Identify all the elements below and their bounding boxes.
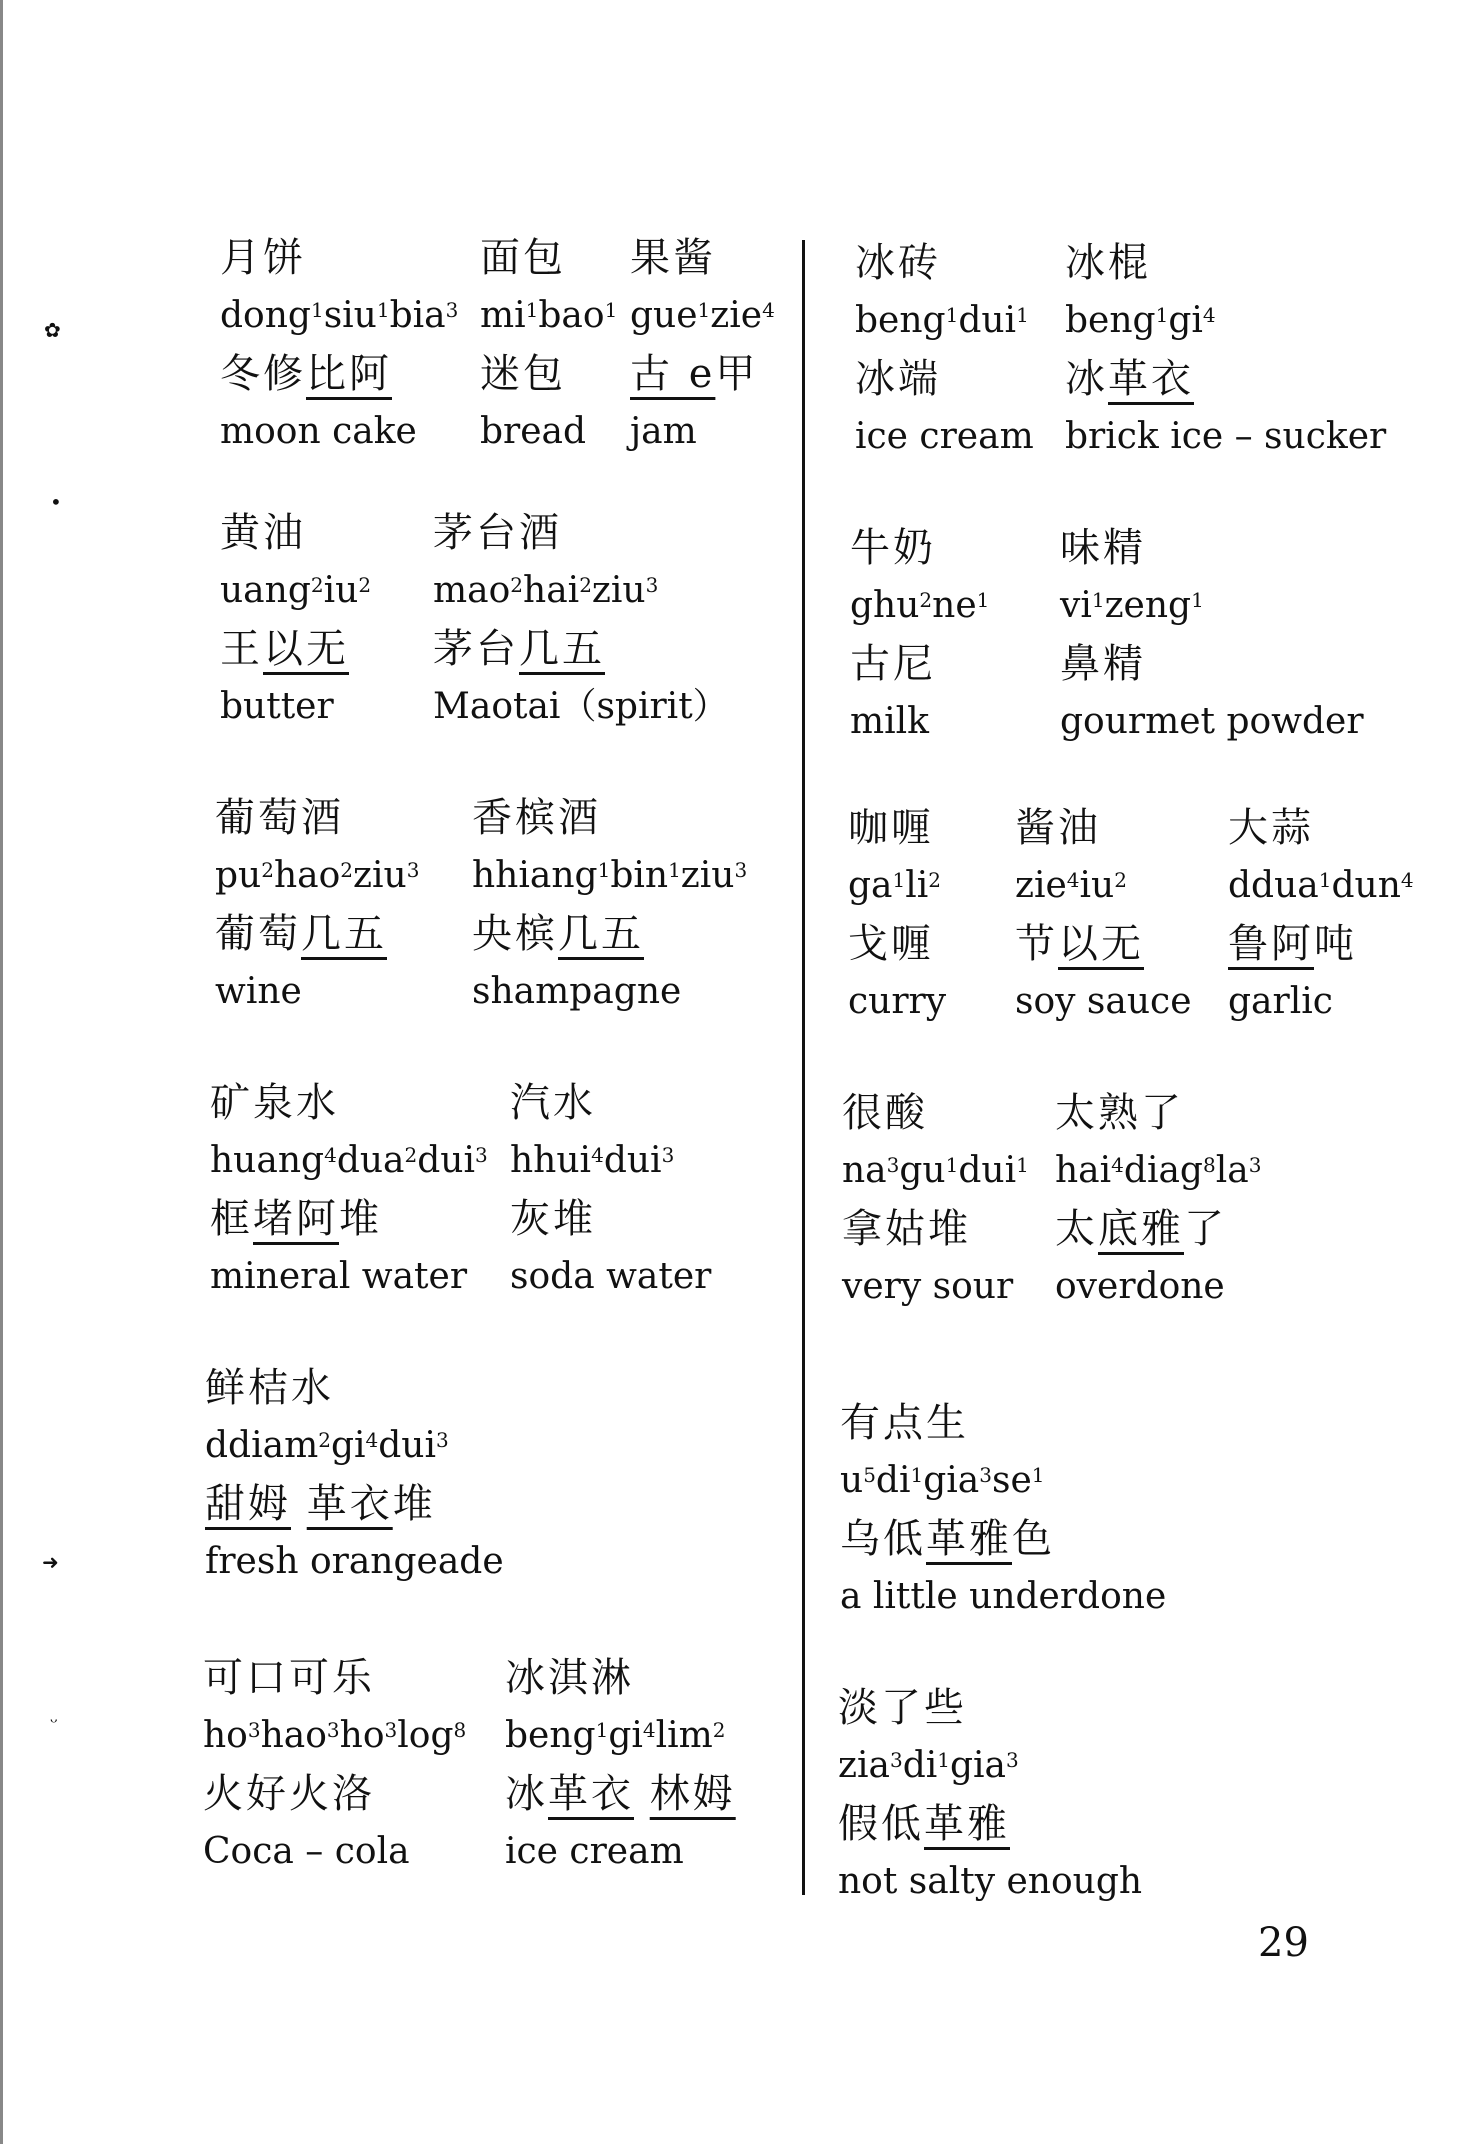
- syllable: ziu: [591, 570, 646, 611]
- vocab-entry: [1055, 1085, 1315, 1317]
- vocab-entry: [1060, 520, 1364, 752]
- tone-number: 1: [697, 298, 711, 322]
- syllable: beng: [1065, 300, 1156, 341]
- phonetic-segment: 吨: [1314, 921, 1357, 967]
- chinese-term: 冰淇淋: [505, 1655, 634, 1701]
- scan-mark: ✿: [44, 318, 61, 342]
- underlined-segment: 以无: [263, 626, 349, 672]
- syllable: ghu: [850, 585, 920, 626]
- phonetic-segment: 色: [1012, 1516, 1055, 1562]
- tone-number: 8: [453, 1718, 467, 1742]
- syllable: ho: [203, 1715, 248, 1756]
- tone-number: 2: [404, 1143, 418, 1167]
- syllable: iu: [323, 570, 359, 611]
- vocab-entry: [630, 230, 890, 462]
- romanization: [630, 286, 890, 346]
- chinese-term: 冰棍: [1065, 240, 1151, 286]
- romanization: [210, 1131, 488, 1191]
- tone-number: 3: [889, 1748, 903, 1772]
- phonetic-characters: [510, 1191, 770, 1247]
- tone-number: 3: [435, 1428, 449, 1452]
- english-translation: fresh orangeade: [205, 1541, 504, 1582]
- syllable: siu: [323, 295, 377, 336]
- tone-number: 3: [645, 573, 659, 597]
- chinese-term: 味精: [1060, 525, 1146, 571]
- tone-number: 1: [1191, 588, 1204, 612]
- phonetic-segment: 央槟: [472, 911, 558, 957]
- romanization: [505, 1706, 765, 1766]
- tone-number: 1: [1016, 303, 1029, 327]
- chinese-term: 果酱: [630, 235, 716, 281]
- tone-number: 3: [326, 1718, 340, 1742]
- syllable: dui: [603, 1140, 662, 1181]
- romanization: [220, 286, 480, 346]
- phonetic-segment: 戈喱: [848, 921, 934, 967]
- english-translation: curry: [848, 981, 947, 1022]
- vocab-entry: [215, 790, 475, 1022]
- phonetic-characters: [1228, 916, 1474, 972]
- tone-number: 1: [1016, 1153, 1029, 1177]
- tone-number: 1: [945, 1153, 959, 1177]
- syllable: lim: [655, 1715, 713, 1756]
- english-translation: moon cake: [220, 411, 417, 452]
- underlined-segment: 堵阿: [253, 1196, 339, 1242]
- tone-number: 3: [384, 1718, 398, 1742]
- scan-mark: •: [50, 490, 62, 514]
- tone-number: 2: [579, 573, 592, 597]
- underlined-segment: 比阿: [306, 351, 392, 397]
- syllable: hao: [260, 1715, 327, 1756]
- vocab-entry: [203, 1650, 467, 1882]
- tone-number: 3: [1248, 1153, 1262, 1177]
- syllable: pu: [215, 855, 262, 896]
- tone-number: 4: [1066, 868, 1080, 892]
- tone-number: 1: [595, 1718, 609, 1742]
- phonetic-segment: 古尼: [850, 641, 936, 687]
- tone-number: 4: [1400, 868, 1414, 892]
- romanization: [510, 1131, 770, 1191]
- syllable: gi: [1168, 300, 1203, 341]
- chinese-term: 香槟酒: [472, 795, 601, 841]
- syllable: gi: [608, 1715, 643, 1756]
- phonetic-segment: 鼻精: [1060, 641, 1146, 687]
- syllable: huang: [210, 1140, 325, 1181]
- underlined-segment: 古 e: [630, 351, 716, 397]
- romanization: [838, 1736, 1098, 1796]
- phonetic-segment: 假低: [838, 1801, 924, 1847]
- tone-number: 1: [910, 1463, 924, 1487]
- tone-number: 3: [247, 1718, 261, 1742]
- syllable: diag: [1123, 1150, 1203, 1191]
- tone-number: 1: [310, 298, 324, 322]
- english-translation: wine: [215, 971, 302, 1012]
- phonetic-segment: 堆: [339, 1196, 382, 1242]
- english-translation: soda water: [510, 1256, 712, 1297]
- tone-number: 2: [712, 1718, 726, 1742]
- chinese-term: 有点生: [840, 1400, 969, 1446]
- underlined-segment: 以无: [1058, 921, 1144, 967]
- phonetic-characters: [210, 1191, 470, 1247]
- phonetic-segment: 堆: [392, 1481, 436, 1527]
- phonetic-characters: [505, 1766, 765, 1822]
- chinese-term: 淡了些: [838, 1685, 967, 1731]
- vocab-entry: [510, 1075, 770, 1307]
- syllable: ga: [848, 865, 893, 906]
- tone-number: 2: [919, 588, 933, 612]
- syllable: hai: [1055, 1150, 1112, 1191]
- syllable: ho: [339, 1715, 385, 1756]
- phonetic-characters: [205, 1476, 465, 1532]
- english-translation: not salty enough: [838, 1861, 1143, 1902]
- chinese-term: 可口可乐: [203, 1655, 375, 1701]
- english-translation: jam: [630, 411, 697, 452]
- syllable: gu: [899, 1150, 946, 1191]
- phonetic-characters: [1065, 351, 1325, 407]
- romanization: [215, 846, 475, 906]
- syllable: di: [902, 1745, 938, 1786]
- phonetic-segment: 拿姑堆: [842, 1206, 971, 1252]
- english-translation: soy sauce: [1015, 981, 1192, 1022]
- column-divider: [802, 240, 805, 1895]
- tone-number: 1: [668, 858, 681, 882]
- syllable: uang: [220, 570, 311, 611]
- syllable: log: [397, 1715, 454, 1756]
- tone-number: 3: [661, 1143, 675, 1167]
- page-number: 29: [1258, 1920, 1309, 1966]
- syllable: gia: [923, 1460, 980, 1501]
- underlined-segment: 林姆: [649, 1771, 736, 1817]
- chinese-term: 黄油: [220, 510, 306, 556]
- tone-number: 4: [762, 298, 775, 322]
- underlined-segment: 革雅: [924, 1801, 1010, 1847]
- tone-number: 3: [734, 858, 748, 882]
- syllable: vi: [1060, 585, 1092, 626]
- tone-number: 1: [597, 858, 611, 882]
- phonetic-segment: 葡萄: [215, 911, 301, 957]
- phonetic-characters: [1060, 636, 1320, 692]
- chinese-term: 汽水: [510, 1080, 596, 1126]
- tone-number: 1: [945, 303, 959, 327]
- syllable: li: [905, 865, 929, 906]
- chinese-term: 矿泉水: [210, 1080, 339, 1126]
- tone-number: 4: [591, 1143, 604, 1167]
- vocab-entry: [840, 1395, 1167, 1627]
- syllable: dun: [1331, 865, 1401, 906]
- syllable: la: [1215, 1150, 1249, 1191]
- chinese-term: 鲜桔水: [205, 1365, 334, 1411]
- underlined-segment: 鲁阿: [1228, 921, 1314, 967]
- phonetic-characters: [215, 906, 475, 962]
- tone-number: 1: [937, 1748, 950, 1772]
- underlined-segment: 底雅: [1098, 1206, 1184, 1252]
- chinese-term: 酱油: [1015, 805, 1101, 851]
- romanization: [1065, 291, 1325, 351]
- vocab-entry: [210, 1075, 488, 1307]
- syllable: di: [875, 1460, 911, 1501]
- vocab-entry: [205, 1360, 504, 1592]
- syllable: ddiam: [205, 1425, 319, 1466]
- syllable: dong: [220, 295, 311, 336]
- tone-number: 1: [1091, 588, 1105, 612]
- chinese-term: 很酸: [842, 1090, 928, 1136]
- phonetic-segment: 冰端: [855, 356, 941, 402]
- tone-number: 2: [340, 858, 354, 882]
- tone-number: 1: [1155, 303, 1169, 327]
- romanization: [1060, 576, 1320, 636]
- phonetic-segment: 火好火洛: [203, 1771, 375, 1817]
- tone-number: 8: [1202, 1153, 1216, 1177]
- syllable: dui: [958, 300, 1017, 341]
- tone-number: 1: [976, 588, 990, 612]
- tone-number: 4: [324, 1143, 337, 1167]
- syllable: mao: [433, 570, 511, 611]
- vocab-entry: [838, 1680, 1143, 1912]
- chinese-term: 月饼: [220, 235, 306, 281]
- phonetic-characters: [1055, 1201, 1315, 1257]
- syllable: gia: [949, 1745, 1007, 1786]
- underlined-segment: 几五: [519, 626, 605, 672]
- phonetic-segment: 了: [1184, 1206, 1227, 1252]
- english-translation: overdone: [1055, 1266, 1225, 1307]
- syllable: ne: [932, 585, 977, 626]
- page-edge: [0, 0, 3, 2144]
- romanization: [433, 561, 693, 621]
- romanization: [840, 1451, 1100, 1511]
- english-translation: mineral water: [210, 1256, 468, 1297]
- phonetic-segment: 框: [210, 1196, 253, 1242]
- english-translation: Coca – cola: [203, 1831, 410, 1872]
- tone-number: 2: [310, 573, 324, 597]
- tone-number: 2: [261, 858, 274, 882]
- romanization: [203, 1706, 467, 1766]
- underlined-segment: 革衣: [548, 1771, 634, 1817]
- syllable: dui: [958, 1150, 1017, 1191]
- tone-number: 5: [863, 1463, 876, 1487]
- tone-number: 1: [525, 298, 539, 322]
- english-translation: a little underdone: [840, 1576, 1167, 1617]
- phonetic-characters: [472, 906, 732, 962]
- syllable: bao: [538, 295, 605, 336]
- phonetic-characters: [220, 346, 480, 402]
- vocab-entry: [433, 505, 729, 737]
- chinese-term: 牛奶: [850, 525, 936, 571]
- english-translation: bread: [480, 411, 587, 452]
- underlined-segment: 几五: [301, 911, 387, 957]
- tone-number: 1: [1031, 1463, 1045, 1487]
- syllable: iu: [1079, 865, 1115, 906]
- tone-number: 2: [1114, 868, 1127, 892]
- syllable: zeng: [1104, 585, 1192, 626]
- english-translation: brick ice – sucker: [1065, 416, 1387, 457]
- phonetic-segment: 甲: [715, 351, 759, 397]
- syllable: gue: [630, 295, 698, 336]
- chinese-term: 面包: [480, 235, 566, 281]
- chinese-term: 茅台酒: [433, 510, 562, 556]
- vocab-entry: [1065, 235, 1387, 467]
- phonetic-segment: 冰: [1065, 356, 1108, 402]
- chinese-term: 冰砖: [855, 240, 941, 286]
- phonetic-characters: [203, 1766, 463, 1822]
- syllable: zie: [1015, 865, 1067, 906]
- syllable: zia: [838, 1745, 890, 1786]
- phonetic-segment: 节: [1015, 921, 1058, 967]
- tone-number: 2: [510, 573, 524, 597]
- tone-number: 4: [1111, 1153, 1124, 1177]
- underlined-segment: 甜姆: [205, 1481, 291, 1527]
- syllable: se: [991, 1460, 1032, 1501]
- english-translation: butter: [220, 686, 334, 727]
- chinese-term: 太熟了: [1055, 1090, 1184, 1136]
- phonetic-segment: 茅台: [433, 626, 519, 672]
- phonetic-characters: [630, 346, 890, 402]
- romanization: [1228, 856, 1474, 916]
- phonetic-segment: 迷包: [480, 351, 566, 397]
- phonetic-segment: 太: [1055, 1206, 1098, 1252]
- english-translation: milk: [850, 701, 929, 742]
- tone-number: 3: [886, 1153, 900, 1177]
- syllable: beng: [505, 1715, 596, 1756]
- phonetic-segment: 冬修: [220, 351, 306, 397]
- syllable: hhui: [510, 1140, 592, 1181]
- syllable: beng: [855, 300, 946, 341]
- tone-number: 4: [642, 1718, 656, 1742]
- chinese-term: 葡萄酒: [215, 795, 344, 841]
- english-translation: shampagne: [472, 971, 682, 1012]
- english-translation: gourmet powder: [1060, 701, 1364, 742]
- vocab-entry: [220, 230, 480, 462]
- phonetic-segment: 灰堆: [510, 1196, 596, 1242]
- tone-number: 4: [1202, 303, 1216, 327]
- underlined-segment: 革雅: [926, 1516, 1012, 1562]
- syllable: dui: [417, 1140, 475, 1181]
- romanization: [472, 846, 748, 906]
- syllable: ziu: [680, 855, 735, 896]
- syllable: hao: [273, 855, 341, 896]
- tone-number: 4: [365, 1428, 379, 1452]
- tone-number: 2: [928, 868, 942, 892]
- syllable: zie: [710, 295, 763, 336]
- romanization: [205, 1416, 465, 1476]
- phonetic-segment: [291, 1481, 307, 1527]
- syllable: dui: [378, 1425, 436, 1466]
- syllable: hai: [523, 570, 580, 611]
- tone-number: 1: [604, 298, 618, 322]
- syllable: na: [842, 1150, 887, 1191]
- tone-number: 3: [445, 298, 459, 322]
- scan-mark: ➜: [42, 1550, 59, 1574]
- syllable: bin: [610, 855, 669, 896]
- syllable: ddua: [1228, 865, 1319, 906]
- phonetic-segment: 乌低: [840, 1516, 926, 1562]
- chinese-term: 大蒜: [1228, 805, 1314, 851]
- vocab-entry: [505, 1650, 765, 1882]
- syllable: dua: [336, 1140, 405, 1181]
- english-translation: Maotai（spirit）: [433, 686, 729, 727]
- tone-number: 2: [318, 1428, 331, 1452]
- phonetic-segment: [634, 1771, 650, 1817]
- tone-number: 2: [358, 573, 372, 597]
- english-translation: ice cream: [855, 416, 1034, 457]
- underlined-segment: 革衣: [306, 1481, 393, 1527]
- vocab-entry: [1228, 800, 1474, 1032]
- tone-number: 1: [376, 298, 390, 322]
- phonetic-characters: [838, 1796, 1098, 1852]
- phonetic-segment: 王: [220, 626, 263, 672]
- underlined-segment: 革衣: [1108, 356, 1194, 402]
- syllable: mi: [480, 295, 526, 336]
- tone-number: 1: [1318, 868, 1332, 892]
- syllable: u: [840, 1460, 864, 1501]
- english-translation: very sour: [842, 1266, 1014, 1307]
- underlined-segment: 几五: [558, 911, 644, 957]
- chinese-term: 咖喱: [848, 805, 934, 851]
- syllable: bia: [389, 295, 446, 336]
- romanization: [1055, 1141, 1315, 1201]
- vocab-entry: [472, 790, 748, 1022]
- tone-number: 3: [406, 858, 420, 882]
- syllable: ziu: [353, 855, 407, 896]
- tone-number: 1: [892, 868, 906, 892]
- tone-number: 3: [979, 1463, 992, 1487]
- phonetic-characters: [433, 621, 693, 677]
- scan-mark: ᵕ: [50, 1710, 58, 1734]
- english-translation: ice cream: [505, 1831, 684, 1872]
- phonetic-characters: [840, 1511, 1100, 1567]
- syllable: gi: [330, 1425, 366, 1466]
- tone-number: 3: [475, 1143, 488, 1167]
- english-translation: garlic: [1228, 981, 1333, 1022]
- tone-number: 3: [1006, 1748, 1019, 1772]
- phonetic-segment: 冰: [505, 1771, 548, 1817]
- syllable: hhiang: [472, 855, 598, 896]
